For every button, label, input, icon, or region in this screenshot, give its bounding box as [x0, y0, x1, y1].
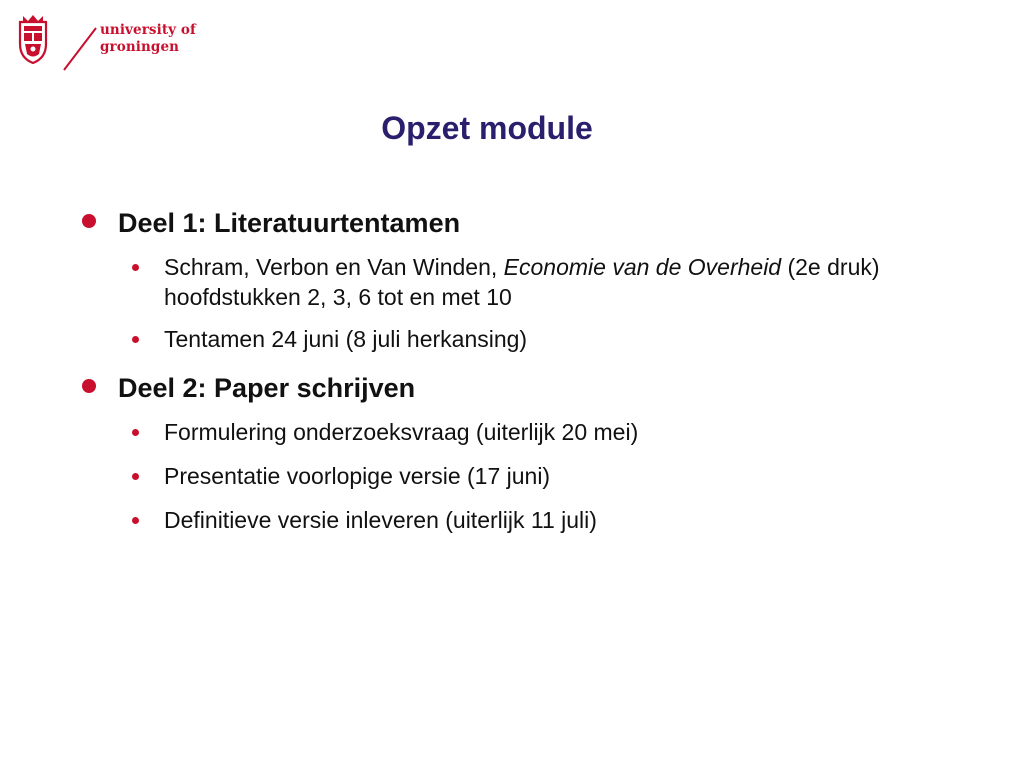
- logo-divider-icon: [56, 14, 102, 72]
- section-heading-1: [82, 206, 962, 240]
- book-title: Economie van de Overheid: [503, 254, 782, 280]
- slide-content: [82, 206, 962, 535]
- university-logo: [16, 14, 216, 74]
- section-heading-2: [82, 371, 962, 405]
- list-item-text: Formulering onderzoeksvraag (uiterlijk 20 mei): [164, 419, 639, 445]
- sub-bullet-dot-icon: [132, 429, 139, 436]
- logo-line-1: university of: [100, 22, 196, 38]
- logo-wordmark: [100, 22, 196, 56]
- bullet-dot-icon: [82, 379, 96, 393]
- list-item: [82, 505, 962, 535]
- sub-bullet-dot-icon: [132, 336, 139, 343]
- bullet-dot-icon: [82, 214, 96, 228]
- section-heading-text: Deel 1: Literatuurtentamen: [118, 208, 461, 238]
- logo-line-2: groningen: [100, 39, 180, 55]
- sub-bullet-dot-icon: [132, 517, 139, 524]
- list-item-text: Presentatie voorlopige versie (17 juni): [164, 463, 551, 489]
- sub-bullet-dot-icon: [132, 473, 139, 480]
- list-item: [82, 252, 962, 312]
- sub-bullet-dot-icon: [132, 264, 139, 271]
- slide-title: Opzet module: [381, 110, 593, 146]
- university-crest-icon: [16, 14, 50, 64]
- list-item-text-continued: (2e druk) hoofdstukken 2, 3, 6 tot en met 10: [164, 254, 880, 310]
- list-item-text: Definitieve versie inleveren (uiterlijk 11 juli): [164, 507, 597, 533]
- section-heading-text: Deel 2: Paper schrijven: [118, 373, 416, 403]
- list-item-text: Tentamen 24 juni (8 juli herkansing): [164, 326, 528, 352]
- list-item-text: Schram, Verbon en Van Winden,: [164, 254, 504, 280]
- list-item: [82, 324, 962, 354]
- list-item: [82, 461, 962, 491]
- list-item: [82, 417, 962, 447]
